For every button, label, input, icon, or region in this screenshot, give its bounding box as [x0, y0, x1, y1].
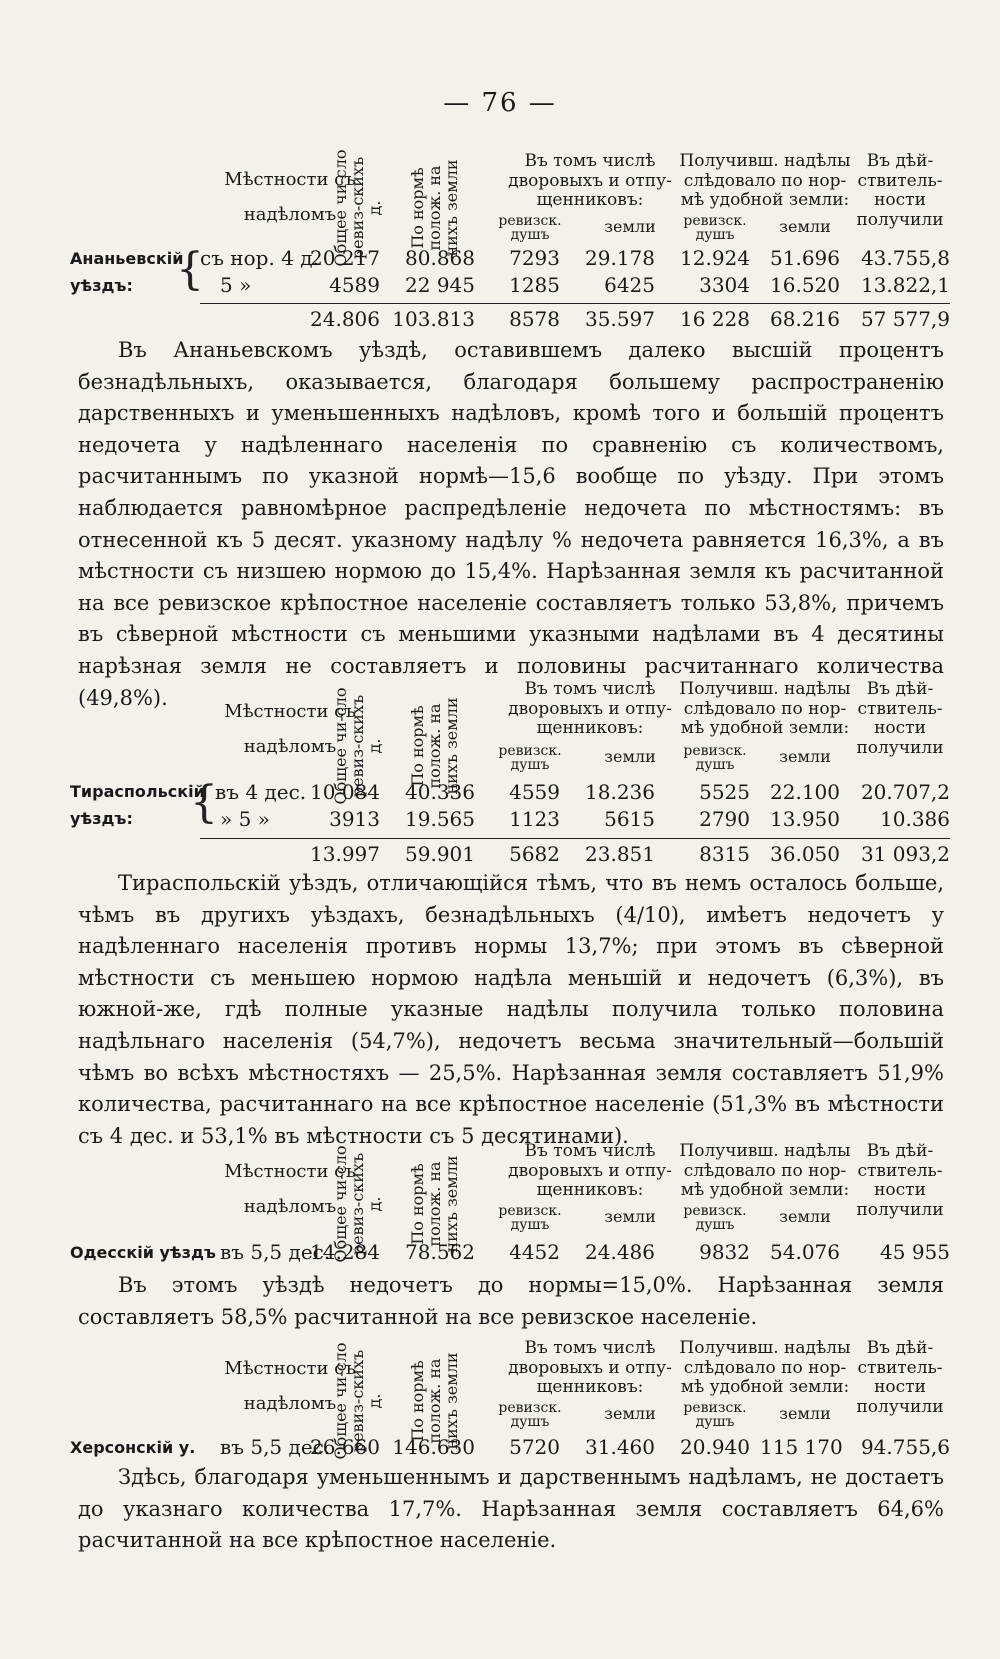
header-included: Въ томъ числѣ дворовыхъ и отпу-щенниковъ: [508, 1141, 672, 1201]
header-received-land: земли [779, 747, 831, 766]
district-name: Одесскій уѣздъ [70, 1243, 216, 1262]
table-row: въ 5,5 дес. 14.284 78.562 4452 24.486 9832 54.076 45 955 [220, 1240, 950, 1264]
header-received-souls: ревизск. душъ [683, 1203, 747, 1233]
table-row: » 5 » 3913 19.565 1123 5615 2790 13.950 10.386 [220, 807, 950, 831]
header-included-souls: ревизск. душъ [498, 1203, 562, 1233]
table-row: 5 » 4589 22 945 1285 6425 3304 16.520 13.822,1 [220, 273, 950, 297]
district-name: Херсонскій у. [70, 1438, 196, 1457]
page-number: — 76 — [443, 88, 557, 118]
header-norm-land: По нормѣ полож. на нихъ земли [408, 697, 461, 795]
header-total-souls: Общее чи-сло ревиз-скихъ д. [331, 1145, 384, 1263]
header-received-souls: ревизск. душъ [683, 743, 747, 773]
header-norm-land: По нормѣ полож. на нихъ земли [408, 1352, 461, 1450]
table-tiraspol [70, 678, 950, 868]
header-actual: Въ дѣй-ствитель-ности получили [856, 151, 944, 230]
header-included-souls: ревизск. душъ [498, 1400, 562, 1430]
table-row: въ 4 дес. 10 084 40.336 4559 18.236 5525 22.100 20.707,2 [215, 780, 950, 804]
header-received-souls: ревизск. душъ [683, 213, 747, 243]
brace: { [176, 244, 204, 295]
district-name: Ананьевскій [70, 249, 184, 268]
header-received: Получивш. надѣлы слѣдовало по нор-мѣ удобной земли: [679, 1141, 851, 1201]
table-ananyev [70, 149, 950, 331]
table-row: въ 5,5 дес. 26.660 146.630 5720 31.460 20.940 115 170 94.755,6 [220, 1435, 950, 1459]
header-received-land: земли [779, 1207, 831, 1226]
table-odessa [70, 1140, 950, 1270]
district-name-suffix: уѣздъ: [70, 809, 133, 828]
header-locality: Мѣстности съ надѣломъ [224, 701, 356, 757]
sum-rule [200, 838, 950, 839]
header-norm-land: По нормѣ полож. на нихъ земли [408, 1155, 461, 1253]
table-kherson [70, 1337, 950, 1462]
header-included-land: земли [604, 1404, 656, 1423]
header-included-land: земли [604, 747, 656, 766]
header-locality: Мѣстности съ надѣломъ [224, 1358, 356, 1414]
paragraph-odessa: Въ этомъ уѣздѣ недочетъ до нормы=15,0%. Нарѣзанная земля составляетъ 58,5% расчитанной на все ревизское населеніе. [78, 1273, 944, 1329]
sum-rule [200, 303, 950, 304]
header-actual: Въ дѣй-ствитель-ности получили [856, 1141, 944, 1220]
header-received: Получивш. надѣлы слѣдовало по нор-мѣ удобной земли: [679, 151, 851, 211]
header-included-land: земли [604, 217, 656, 236]
header-included: Въ томъ числѣ дворовыхъ и отпу-щенниковъ: [508, 679, 672, 739]
header-included-souls: ревизск. душъ [498, 743, 562, 773]
header-received: Получивш. надѣлы слѣдовало по нор-мѣ удобной земли: [679, 1338, 851, 1398]
paragraph-tiraspol: Тираспольскій уѣздъ, отличающійся тѣмъ, что въ немъ осталось больше, чѣмъ въ другихъ уѣздахъ, безнадѣльныхъ (4/10), имѣетъ недочетъ у надѣленнаго населенія противъ нормы 13,7%; при этомъ въ сѣверной мѣстности съ меньшею нормою надѣла меньшій и недочетъ (6,3%), въ южной-же, гдѣ полные указные надѣлы получила только половина надѣльнаго населенія (54,7%), недочетъ весьма значительный—большій чѣмъ во всѣхъ мѣстностяхъ — 25,5%. Нарѣзанная земля составляетъ 51,9% количества, расчитаннаго на все крѣпостное населеніе (51,3% въ мѣстности съ 4 дес. и 53,1% въ мѣстности съ 5 десятинами). [78, 871, 944, 1148]
brace: { [190, 777, 218, 828]
header-received-souls: ревизск. душъ [683, 1400, 747, 1430]
header-norm-land: По нормѣ полож. на нихъ земли [408, 159, 461, 257]
paragraph-ananyev: Въ Ананьевскомъ уѣздѣ, оставившемъ далеко высшій процентъ безнадѣльныхъ, оказывается, благодаря большему распространенію дарственныхъ и уменьшенныхъ надѣловъ, кромѣ того и большій процентъ недочета у надѣленнаго населенія по сравненію съ количествомъ, расчитаннымъ по указной нормѣ—15,6 вообще по уѣзду. При этомъ наблюдается равномѣрное распредѣленіе недочета по мѣстностямъ: въ отнесенной къ 5 десят. указному надѣлу % недочета равняется 16,3%, а въ мѣстности съ низшею нормою до 15,4%. Нарѣзанная земля къ расчитанной на все ревизское крѣпостное населеніе составляетъ только 53,8%, причемъ въ сѣверной мѣстности съ меньшими указными надѣлами въ 4 десятины нарѣзная земля не составляетъ и половины расчитаннаго количества (49,8%). [78, 338, 944, 710]
header-included-souls: ревизск. душъ [498, 213, 562, 243]
header-received-land: земли [779, 1404, 831, 1423]
table-total-row: 13.997 59.901 5682 23.851 8315 36.050 31 093,2 [310, 842, 950, 866]
district-name: Тираспольскій [70, 782, 205, 801]
header-total-souls: Общее чи-сло ревиз-скихъ д. [331, 149, 384, 267]
header-included-land: земли [604, 1207, 656, 1226]
header-total-souls: Общее чи-сло ревиз-скихъ д. [331, 687, 384, 805]
header-actual: Въ дѣй-ствитель-ности получили [856, 679, 944, 758]
header-locality: Мѣстности съ надѣломъ [224, 169, 356, 225]
header-received: Получивш. надѣлы слѣдовало по нор-мѣ удобной земли: [679, 679, 851, 739]
header-locality: Мѣстности съ надѣломъ [224, 1161, 356, 1217]
header-included: Въ томъ числѣ дворовыхъ и отпу-щенниковъ: [508, 151, 672, 211]
paragraph-kherson: Здѣсь, благодаря уменьшеннымъ и дарственнымъ надѣламъ, не достаетъ до указнаго количества 17,7%. Нарѣзанная земля составляетъ 64,6% расчитанной на все крѣпостное населеніе. [78, 1465, 944, 1553]
header-included: Въ томъ числѣ дворовыхъ и отпу-щенниковъ: [508, 1338, 672, 1398]
header-total-souls: Общее чи-сло ревиз-скихъ д. [331, 1342, 384, 1460]
district-name-suffix: уѣздъ: [70, 276, 133, 295]
table-row: съ нор. 4 д. 20 217 80.868 7293 29.178 12.924 51.696 43.755,8 [200, 246, 950, 270]
table-total-row: 24.806 103.813 8578 35.597 16 228 68.216 57 577,9 [310, 307, 950, 331]
header-received-land: земли [779, 217, 831, 236]
header-actual: Въ дѣй-ствитель-ности получили [856, 1338, 944, 1417]
